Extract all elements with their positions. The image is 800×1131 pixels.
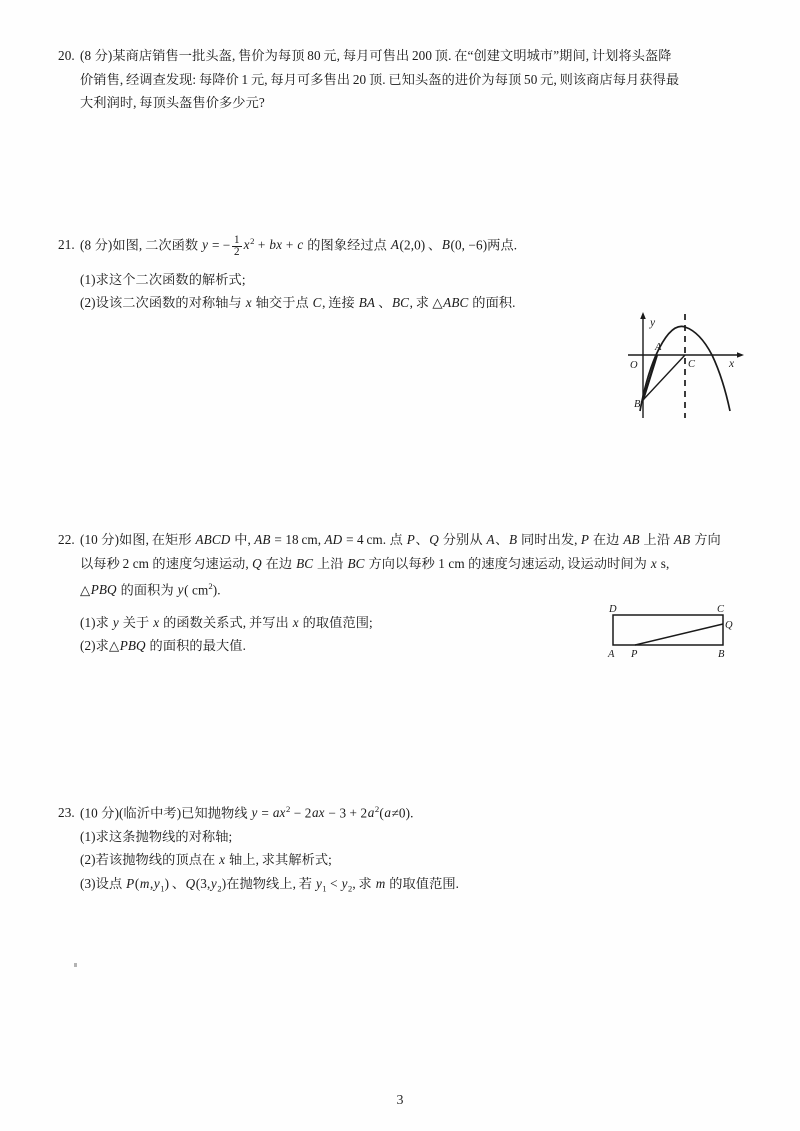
parabola-figure	[626, 306, 748, 421]
question-22-number: 22.	[58, 532, 75, 547]
vertex-D-label: D	[609, 604, 617, 615]
question-23-part-2: (2)若该抛物线的顶点在 x 轴上, 求其解析式;	[80, 852, 332, 868]
rectangle-ABCD	[613, 615, 723, 645]
question-20	[58, 44, 748, 115]
question-21-stem: 21. (8 分)如图, 二次函数 y = − $\frac{1}{2}$ $x^2$ + bx + c 的图象经过点 A(2,0) 、B(0, −6)两点.	[58, 233, 518, 259]
question-23-part-1: (1)求这条抛物线的对称轴;	[80, 828, 233, 844]
question-20-line-3: 大利润时, 每顶头盔售价多少元?	[80, 95, 265, 110]
question-20-line-1: 20. (8 分)某商店销售一批头盔, 售价为每顶 80 元, 每月可售出 200 顶. 在“创建文明城市”期间, 计划将头盔降	[58, 44, 748, 68]
vertex-A-label: A	[608, 649, 615, 660]
page-number: 3	[396, 1093, 404, 1108]
point-P-label: P	[631, 649, 638, 660]
y-axis-label: y	[650, 317, 656, 329]
question-21	[58, 230, 748, 315]
point-Q-label: Q	[725, 620, 733, 631]
x-axis-label: x	[729, 358, 735, 370]
question-22-line-1: 22. (10 分)如图, 在矩形 ABCD 中, AB = 18 cm, AD = 4 cm. 点 P、Q 分别从 A、B 同时出发, P 在边 AB 上沿 AB 方向	[58, 528, 748, 552]
question-22-part-1: (1)求 y 关于 x 的函数关系式, 并写出 x 的取值范围;	[80, 614, 373, 630]
vertex-B-label: B	[718, 649, 725, 660]
question-23-part-3: (3)设点 $P(m,y_1)$ 、$Q(3,y_2)$在抛物线上, 若 $y_1 < y_2$, 求 m 的取值范围.	[80, 875, 460, 894]
rectangle-svg	[600, 600, 748, 662]
vertex-C-label: C	[717, 604, 725, 615]
rectangle-figure	[600, 600, 748, 662]
x-axis-arrow	[737, 352, 744, 358]
one-half-fraction: $\frac{1}{2}$	[233, 233, 240, 259]
question-23	[58, 798, 748, 901]
point-C-label: C	[688, 359, 696, 370]
question-23-stem: 23. (10 分)(临沂中考)已知抛物线 $y = ax^2 - 2ax - 3 + 2a^2(a\ne 0)$.	[58, 798, 748, 825]
question-21-number: 21.	[58, 237, 75, 253]
question-22-line-2: 以每秒 2 cm 的速度匀速运动, Q 在边 BC 上沿 BC 方向以每秒 1 cm 的速度匀速运动, 设运动时间为 x s,	[80, 555, 670, 571]
y-axis-arrow	[640, 312, 646, 319]
point-B-label: B	[634, 399, 641, 410]
question-22-part-2: (2)求△PBQ 的面积的最大值.	[80, 638, 246, 654]
question-22-line-3: △PBQ 的面积为 y( $cm^2$).	[80, 581, 221, 598]
question-21-part-1: (1)求这个二次函数的解析式;	[80, 271, 246, 287]
question-20-number: 20.	[58, 48, 75, 63]
question-20-line-2: 价销售, 经调查发现: 每降价 1 元, 每月可多售出 20 顶. 已知头盔的进价为每顶 50 元, 则该商店每月获得最	[80, 71, 680, 87]
point-A-label: A	[655, 342, 662, 353]
parabola-svg	[626, 306, 748, 421]
question-23-number: 23.	[58, 805, 75, 821]
origin-label: O	[630, 360, 638, 371]
segment-PQ	[635, 624, 723, 645]
question-21-part-2: (2)设该二次函数的对称轴与 x 轴交于点 C, 连接 BA 、BC, 求 △ABC 的面积.	[80, 295, 516, 311]
scan-artifact	[74, 963, 77, 967]
